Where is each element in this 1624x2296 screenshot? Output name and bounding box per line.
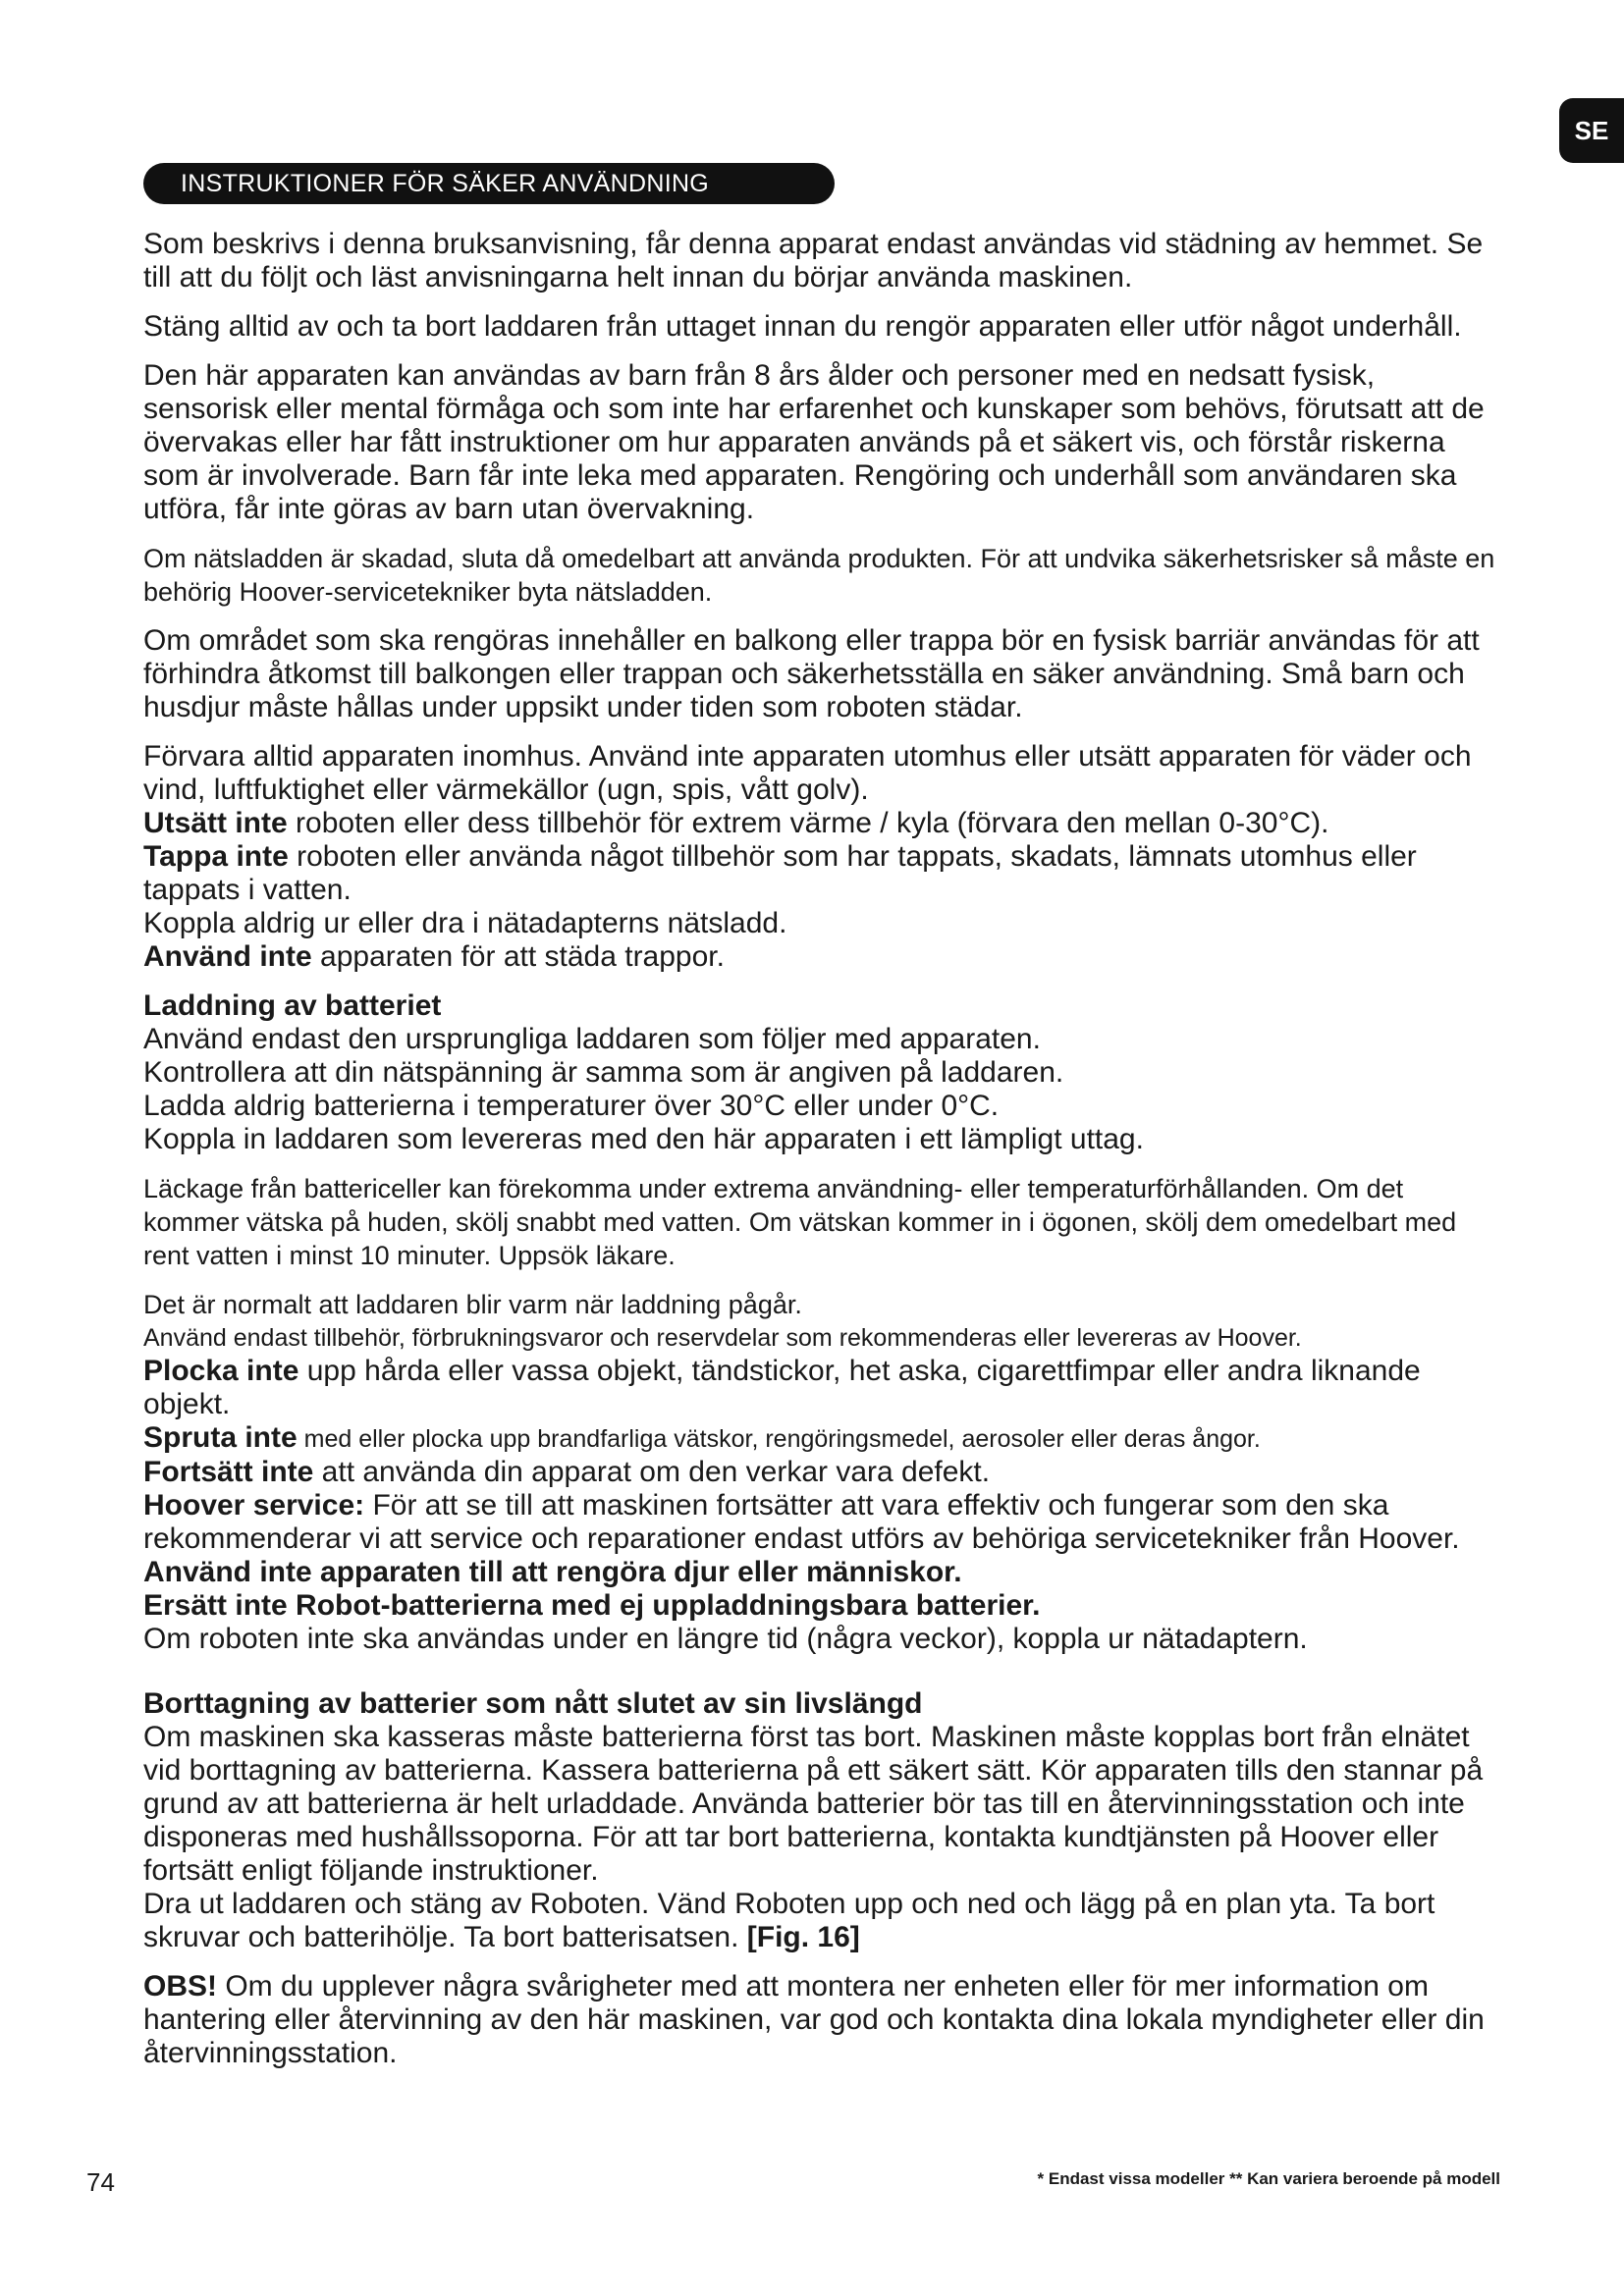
line-voltage: Kontrollera att din nätspänning är samma som är angiven på laddaren.	[143, 1056, 1064, 1089]
section-header: INSTRUKTIONER FÖR SÄKER ANVÄNDNING	[143, 163, 835, 204]
line-charger-warm: Det är normalt att laddaren blir varm när laddning pågår.	[143, 1290, 802, 1319]
paragraph-maintenance: Stäng alltid av och ta bort laddaren från uttaget innan du rengör apparaten eller utför något underhåll.	[143, 310, 1462, 343]
paragraph-obs: OBS! Om du upplever några svårigheter med att montera ner enheten eller för mer information om hantering eller återvinning av den här maskinen, var god och kontakta dina lokala myndigheter eller din återvinningsstation.	[143, 1970, 1485, 2069]
paragraph-power-cord: Om nätsladden är skadad, sluta då omedelbart att använda produkten. För att undvika säkerhetsrisker så måste en behörig Hoover-servicetekniker byta nätsladden.	[143, 544, 1495, 607]
paragraph-storage: Förvara alltid apparaten inomhus. Använd inte apparaten utomhus eller utsätt apparaten för väder och vind, luftfuktighet eller värmekällor (ugn, spis, vått golv).	[143, 740, 1472, 806]
paragraph-leakage: Läckage från battericeller kan förekomma under extrema användning- eller temperaturförhållanden. Om det kommer vätska på huden, skölj snabbt med vatten. Om vätskan kommer in i ögonen, skölj dem omedelbart med rent vatten i minst 10 minuter. Uppsök läkare.	[143, 1174, 1457, 1270]
line-defect: Fortsätt inte att använda din apparat om den verkar vara defekt.	[143, 1456, 991, 1488]
line-extreme-temp: Utsätt inte roboten eller dess tillbehör för extrem värme / kyla (förvara den mellan 0-30°C).	[143, 807, 1329, 839]
line-unplug: Koppla aldrig ur eller dra i nätadapterns nätsladd.	[143, 907, 787, 939]
paragraph-removal: Om maskinen ska kasseras måste batterierna först tas bort. Maskinen måste kopplas bort från elnätet vid borttagning av batterierna. Kassera batterierna på ett säkert sätt. Kör apparaten tills den stannar på grund av att batterierna är helt urladdade. Använda batterier bör tas till en återvinningsstation och inte disponeras med hushållssoporna. För att tar bort batterierna, kontakta kundtjänsten på Hoover eller fortsätt enligt följande instruktioner.	[143, 1721, 1484, 1887]
page-number: 74	[86, 2167, 115, 2197]
paragraph-intro: Som beskrivs i denna bruksanvisning, får denna apparat endast användas vid städning av hemmet. Se till att du följt och läst anvisningarna helt innan du börjar använda maskinen.	[143, 228, 1484, 294]
line-stairs: Använd inte apparaten för att städa trappor.	[143, 940, 725, 973]
content	[143, 228, 1498, 2070]
footnote: * Endast vissa modeller ** Kan variera beroende på modell	[1037, 2169, 1500, 2188]
line-charge-temp: Ladda aldrig batterierna i temperaturer över 30°C eller under 0°C.	[143, 1090, 1000, 1122]
line-accessories: Använd endast tillbehör, förbrukningsvaror och reservdelar som rekommenderas eller levereras av Hoover.	[143, 1324, 1302, 1352]
paragraph-removal-steps: Dra ut laddaren och stäng av Roboten. Vänd Roboten upp och ned och lägg på en plan yta. Ta bort skruvar och batterihölje. Ta bort batterisatsen. [Fig. 16]	[143, 1888, 1435, 1953]
line-no-nonrechargeable: Ersätt inte Robot-batterierna med ej uppladdningsbara batterier.	[143, 1589, 1041, 1622]
line-long-storage: Om roboten inte ska användas under en längre tid (några veckor), koppla ur nätadaptern.	[143, 1623, 1308, 1655]
heading-charging: Laddning av batteriet	[143, 989, 442, 1022]
language-tab: SE	[1559, 98, 1624, 163]
paragraph-balcony: Om området som ska rengöras innehåller en balkong eller trappa bör en fysisk barriär användas för att förhindra åtkomst till balkongen eller trappan och säkerhetsställa en säker användning. Små barn och husdjur måste hållas under uppsikt under tiden som roboten städar.	[143, 624, 1480, 723]
line-sharp-objects: Plocka inte upp hårda eller vassa objekt, tändstickor, het aska, cigarettfimpar eller andra liknande objekt.	[143, 1355, 1421, 1420]
line-charger-original: Använd endast den ursprungliga laddaren som följer med apparaten.	[143, 1023, 1041, 1055]
line-no-animals: Använd inte apparaten till att rengöra djur eller människor.	[143, 1556, 962, 1588]
line-hoover-service: Hoover service: För att se till att maskinen fortsätter att vara effektiv och fungerar som den ska rekommenderar vi att service och reparationer endast utförs av behöriga servicetekniker från Hoover.	[143, 1489, 1460, 1555]
paragraph-children: Den här apparaten kan användas av barn från 8 års ålder och personer med en nedsatt fysisk, sensorisk eller mental förmåga och som inte har erfarenhet och kunskaper som behövs, förutsatt att de övervakas eller har fått instruktioner om hur apparaten används på et säkert vis, och förstår riskerna som är involverade. Barn får inte leka med apparaten. Rengöring och underhåll som användaren ska utföra, får inte göras av barn utan övervakning.	[143, 359, 1485, 525]
line-plug-in: Koppla in laddaren som levereras med den här apparaten i ett lämpligt uttag.	[143, 1123, 1144, 1155]
heading-battery-removal: Borttagning av batterier som nått slutet av sin livslängd	[143, 1687, 923, 1720]
line-dropped: Tappa inte roboten eller använda något tillbehör som har tappats, skadats, lämnats utomhus eller tappats i vatten.	[143, 840, 1417, 906]
line-flammable: Spruta inte med eller plocka upp brandfarliga vätskor, rengöringsmedel, aerosoler eller deras ångor.	[143, 1421, 1261, 1454]
